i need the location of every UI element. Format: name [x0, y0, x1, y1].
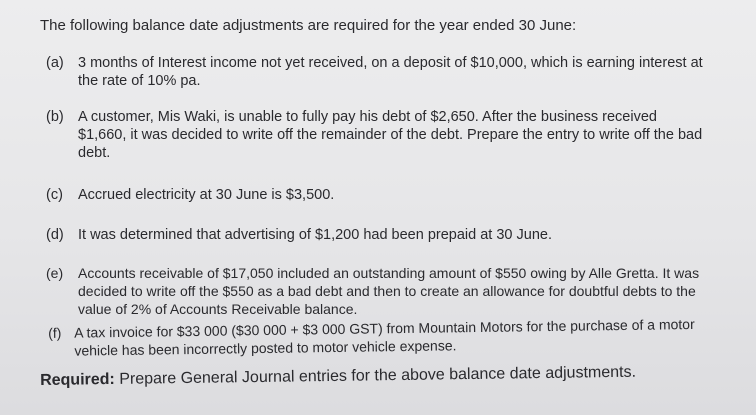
item-letter: (b) — [46, 109, 64, 125]
item-text: Accounts receivable of $17,050 included an outstanding amount of $550 owing by Alle Gretta. It was decided to write off the $550 as a bad debt and then to create an allowance for doubtful debts to the value of 2% of Accounts Receivable balance. — [78, 265, 700, 317]
item-text: A tax invoice for $33 000 ($30 000 + $3 000 GST) from Mountain Motors for the purchase of a motor vehicle has been incorrectly posted to motor vehicle expense. — [74, 315, 695, 359]
adjustment-item-b — [46, 108, 706, 162]
item-letter: (d) — [46, 227, 64, 243]
item-text: 3 months of Interest income not yet received, on a deposit of $10,000, which is earning interest at the rate of 10% pa. — [78, 55, 703, 89]
adjustment-item-d — [46, 226, 706, 244]
item-text: Accrued electricity at 30 June is $3,500. — [78, 187, 335, 203]
intro-heading: The following balance date adjustments are required for the year ended 30 June: — [40, 17, 577, 34]
item-letter: (f) — [48, 324, 62, 341]
adjustment-item-e — [46, 264, 706, 318]
required-instruction — [40, 360, 730, 392]
item-text: A customer, Mis Waki, is unable to fully pay his debt of $2,650. After the business received $1,660, it was decided to write off the remainder of the debt. Prepare the entry to write off the bad debt. — [78, 109, 703, 161]
adjustment-item-a — [46, 54, 706, 90]
required-label: Required: — [40, 370, 115, 389]
adjustment-item-c — [46, 186, 706, 204]
item-letter: (c) — [46, 187, 63, 203]
item-text: It was determined that advertising of $1,200 had been prepaid at 30 June. — [78, 227, 552, 243]
required-text: Prepare General Journal entries for the above balance date adjustments. — [119, 363, 637, 388]
item-letter: (a) — [46, 55, 64, 71]
adjustment-item-f — [48, 315, 708, 360]
item-letter: (e) — [46, 265, 64, 281]
